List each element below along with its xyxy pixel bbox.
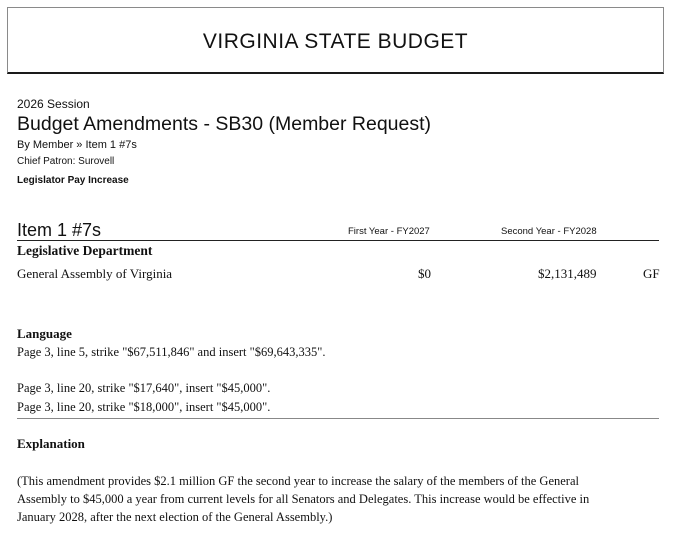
banner <box>7 7 664 74</box>
column-header-second-year: Second Year - FY2028 <box>501 226 597 237</box>
agency-name: General Assembly of Virginia <box>17 266 173 281</box>
language-line: Page 3, line 20, strike "$18,000", insert "$45,000". <box>17 400 271 414</box>
item-title: Item 1 #7s <box>17 220 102 240</box>
session-label: 2026 Session <box>17 97 90 111</box>
column-header-first-year: First Year - FY2027 <box>348 226 430 237</box>
fund-source: GF <box>643 266 660 281</box>
language-line: Page 3, line 5, strike "$67,511,846" and insert "$69,643,335". <box>17 345 326 359</box>
second-year-amount: $2,131,489 <box>538 266 597 281</box>
explanation-heading: Explanation <box>17 436 85 451</box>
banner-title: VIRGINIA STATE BUDGET <box>202 30 469 53</box>
breadcrumb: By Member » Item 1 #7s <box>17 139 137 151</box>
explanation-line: (This amendment provides $2.1 million GF the second year to increase the salary of the members of the General <box>17 474 579 488</box>
item-divider <box>17 240 659 241</box>
language-heading: Language <box>17 326 72 341</box>
department-name: Legislative Department <box>17 243 153 258</box>
document-title: Budget Amendments - SB30 (Member Request) <box>17 113 432 135</box>
explanation-line: Assembly to $45,000 a year from current levels for all Senators and Delegates. This increase would be effective in <box>17 492 590 506</box>
amendment-subject: Legislator Pay Increase <box>17 175 129 186</box>
explanation-line: January 2028, after the next election of the General Assembly.) <box>17 510 333 524</box>
language-line: Page 3, line 20, strike "$17,640", insert "$45,000". <box>17 381 271 395</box>
chief-patron: Chief Patron: Surovell <box>17 156 115 167</box>
section-divider <box>17 418 659 419</box>
first-year-amount: $0 <box>418 266 431 281</box>
